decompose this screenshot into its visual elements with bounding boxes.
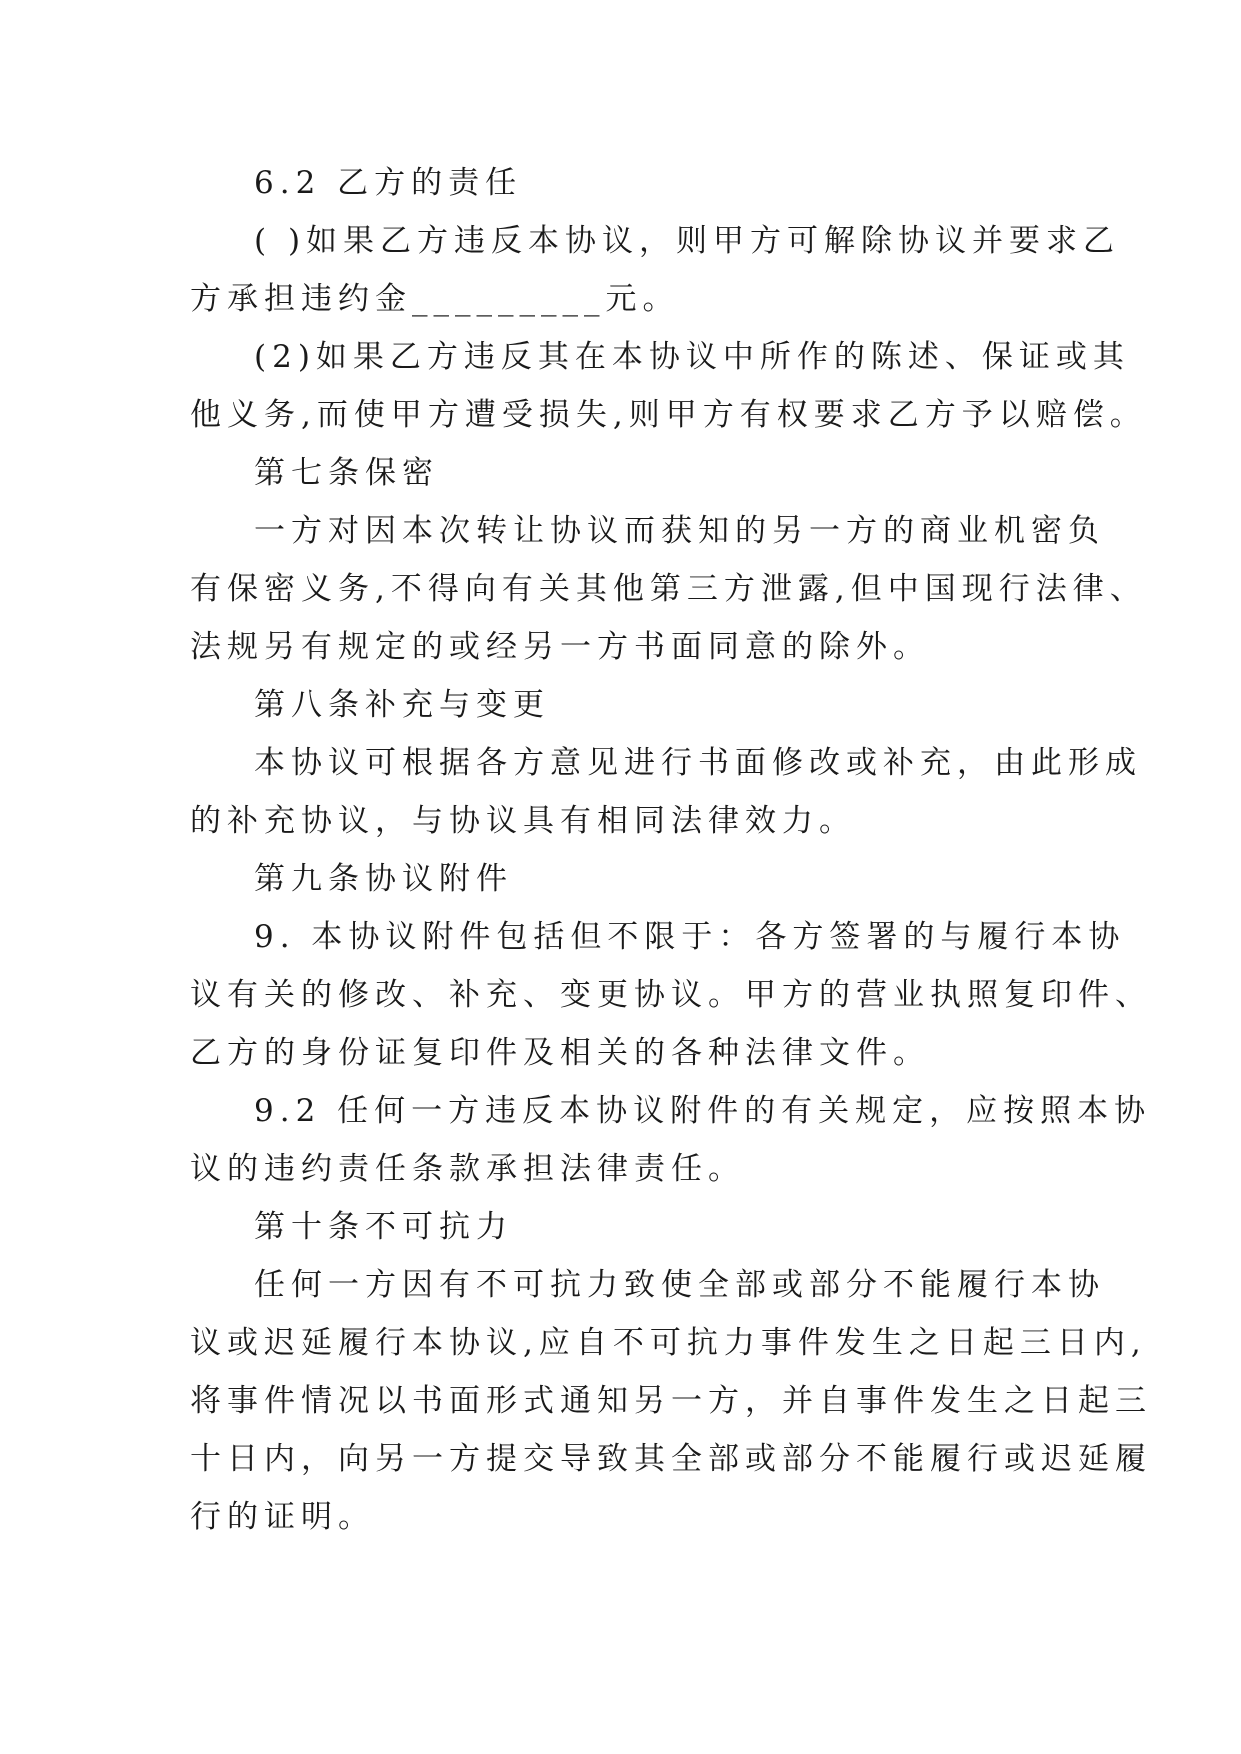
paragraph-line: 议有关的修改、补充、变更协议。甲方的营业执照复印件、: [190, 977, 1152, 1013]
paragraph-line: 9.2 任何一方违反本协议附件的有关规定，应按照本协: [254, 1093, 1152, 1129]
paragraph-line: 十日内，向另一方提交导致其全部或部分不能履行或迟延履: [190, 1441, 1152, 1477]
paragraph-line: 的补充协议，与协议具有相同法律效力。: [190, 803, 856, 839]
article-9-heading: 第九条协议附件: [254, 861, 513, 897]
paragraph-line: 议或迟延履行本协议,应自不可抗力事件发生之日起三日内,: [190, 1325, 1147, 1361]
paragraph-line: 议的违约责任条款承担法律责任。: [190, 1151, 745, 1187]
article-8-heading: 第八条补充与变更: [254, 687, 550, 723]
section-6-2-heading: 6.2 乙方的责任: [254, 165, 523, 201]
article-10-heading: 第十条不可抗力: [254, 1209, 513, 1245]
paragraph-line: 方承担违约金_________元。: [190, 281, 680, 317]
paragraph-line: 乙方的身份证复印件及相关的各种法律文件。: [190, 1035, 930, 1071]
paragraph-line: 一方对因本次转让协议而获知的另一方的商业机密负: [254, 513, 1105, 549]
paragraph-line: (2)如果乙方违反其在本协议中所作的陈述、保证或其: [254, 339, 1130, 375]
paragraph-line: 有保密义务,不得向有关其他第三方泄露,但中国现行法律、: [190, 571, 1147, 607]
paragraph-line: 他义务,而使甲方遭受损失,则甲方有权要求乙方予以赔偿。: [190, 397, 1147, 433]
paragraph-line: ( )如果乙方违反本协议，则甲方可解除协议并要求乙: [254, 223, 1121, 259]
paragraph-line: 任何一方因有不可抗力致使全部或部分不能履行本协: [254, 1267, 1105, 1303]
paragraph-line: 行的证明。: [190, 1499, 375, 1535]
article-7-heading: 第七条保密: [254, 455, 439, 491]
paragraph-line: 将事件情况以书面形式通知另一方，并自事件发生之日起三: [190, 1383, 1152, 1419]
paragraph-line: 法规另有规定的或经另一方书面同意的除外。: [190, 629, 930, 665]
paragraph-line: 本协议可根据各方意见进行书面修改或补充，由此形成: [254, 745, 1142, 781]
paragraph-line: 9. 本协议附件包括但不限于：各方签署的与履行本协: [254, 919, 1126, 955]
